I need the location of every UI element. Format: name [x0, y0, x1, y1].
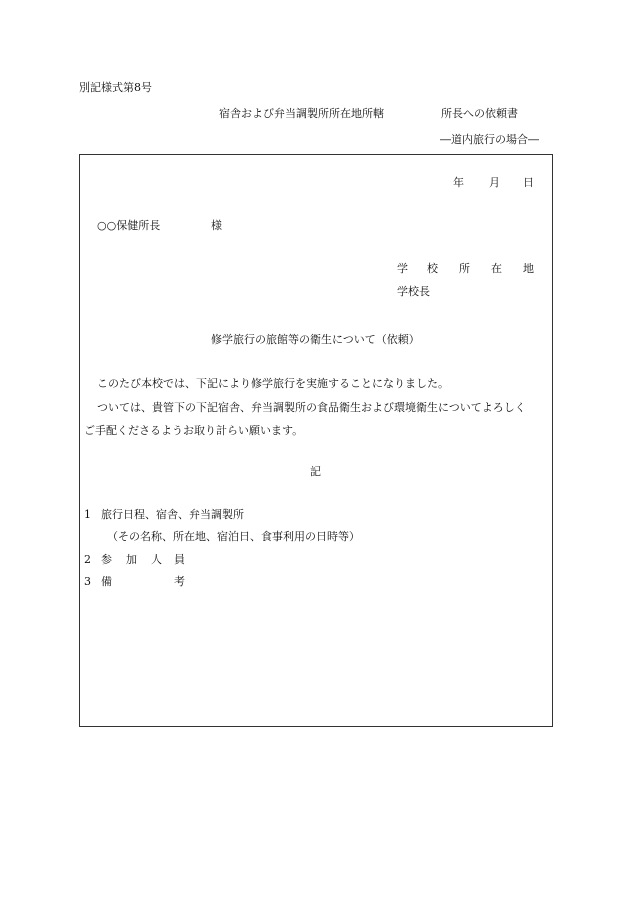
form-number: 別記様式第8号 — [79, 81, 152, 94]
item-1-text: 旅行日程、宿舎、弁当調製所 — [101, 508, 244, 521]
school-location-char-2: 校 — [427, 262, 438, 275]
addressee-name: ○○保健所長 — [97, 219, 161, 232]
school-location-char-4: 在 — [491, 262, 502, 275]
addressee-honorific: 様 — [211, 219, 222, 232]
item-1-note: （その名称、所在地、宿泊日、食事利用の日時等） — [107, 530, 360, 543]
school-location-char-3: 所 — [459, 262, 470, 275]
heading-line2: ―道内旅行の場合― — [440, 133, 539, 146]
body-paragraph-1: このたび本校では、下記により修学旅行を実施することになりました。 — [97, 377, 449, 390]
item-2-char-3: 人 — [151, 553, 162, 566]
item-2-number: 2 — [84, 553, 91, 566]
school-principal: 学校長 — [397, 285, 430, 298]
item-2-char-4: 員 — [174, 553, 185, 566]
date-year: 年 — [453, 176, 464, 189]
school-location-char-1: 学 — [397, 262, 408, 275]
ki-heading: 記 — [310, 465, 321, 478]
date-month: 月 — [489, 176, 500, 189]
school-location-char-5: 地 — [523, 262, 534, 275]
item-3-number: 3 — [84, 575, 91, 588]
item-1-number: 1 — [84, 508, 91, 521]
form-box — [79, 154, 553, 727]
item-3-char-2: 考 — [174, 575, 185, 588]
heading-line1-b: 所長への依頼書 — [441, 107, 518, 120]
document-subject: 修学旅行の旅館等の衛生について（依頼） — [211, 333, 420, 346]
date-day: 日 — [523, 176, 534, 189]
item-2-char-2: 加 — [126, 553, 137, 566]
body-paragraph-2-line-2: ご手配くださるようお取り計らい願います。 — [84, 424, 304, 437]
heading-line1-a: 宿舎および弁当調製所所在地所轄 — [219, 107, 384, 120]
item-2-char-1: 参 — [101, 553, 112, 566]
item-3-char-1: 備 — [101, 575, 112, 588]
body-paragraph-2-line-1: ついては、貴管下の下記宿舎、弁当調製所の食品衛生および環境衛生についてよろしく — [97, 401, 526, 414]
